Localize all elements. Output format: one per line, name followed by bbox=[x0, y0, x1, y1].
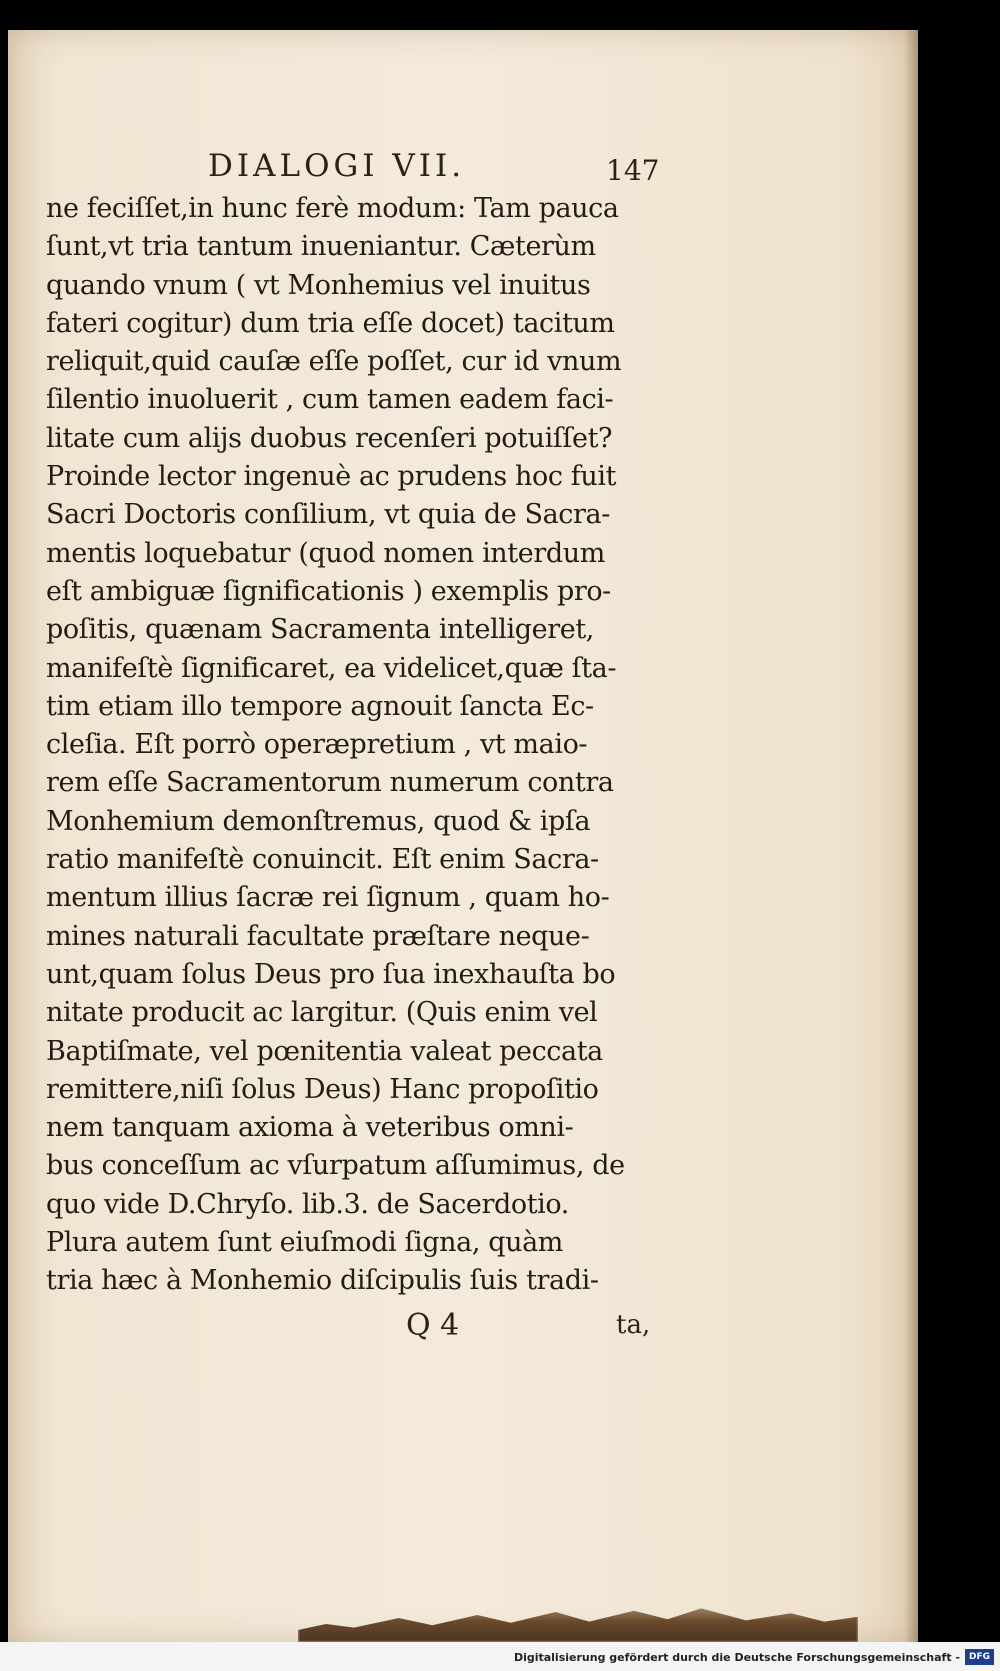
footer-bar bbox=[0, 1642, 1000, 1671]
catchword: ta, bbox=[616, 1310, 651, 1340]
text-line: ſilentio inuoluerit , cum tamen eadem faci- bbox=[46, 384, 614, 416]
text-line: Sacri Doctoris conſilium, vt quia de Sacra- bbox=[46, 499, 610, 531]
text-line: remittere,niſi ſolus Deus) Hanc propoſitio bbox=[46, 1073, 599, 1105]
text-line: quo vide D.Chryſo. lib.3. de Sacerdotio. bbox=[46, 1188, 569, 1220]
text-line: poſitis, quænam Sacramenta intelligeret, bbox=[46, 614, 594, 646]
text-line: mentum illius ſacræ rei ſignum , quam ho- bbox=[46, 882, 610, 914]
text-line: mentis loquebatur (quod nomen interdum bbox=[46, 537, 605, 569]
text-line: rem eſſe Sacramentorum numerum contra bbox=[46, 767, 614, 799]
text-line: ratio manifeſtè conuincit. Eſt enim Sacra- bbox=[46, 844, 599, 876]
body-text bbox=[46, 190, 660, 1301]
text-line: ne feciſſet,in hunc ferè modum: Tam pauca bbox=[46, 193, 619, 224]
text-line: tria hæc à Monhemio diſcipulis ſuis tradi- bbox=[46, 1265, 599, 1297]
running-header: DIALOGI VII. bbox=[208, 148, 466, 184]
text-line: Monhemium demonſtremus, quod & ipſa bbox=[46, 805, 591, 837]
text-line: bus conceſſum ac vſurpatum aſſumimus, de bbox=[46, 1150, 625, 1182]
funding-credit: Digitalisierung gefördert durch die Deutsche Forschungsgemeinschaft - bbox=[513, 1651, 960, 1664]
text-line: cleſia. Eſt porrò operæpretium , vt maio- bbox=[46, 729, 588, 761]
book-page bbox=[8, 30, 918, 1642]
text-line: quando vnum ( vt Monhemius vel inuitus bbox=[46, 269, 591, 301]
text-line: litate cum alijs duobus recenſeri potuiſſet? bbox=[46, 422, 613, 454]
page-edge-shadow bbox=[904, 30, 918, 1642]
text-line: mines naturali facultate præſtare neque- bbox=[46, 920, 590, 952]
text-line: Plura autem ſunt eiuſmodi ſigna, quàm bbox=[46, 1227, 563, 1259]
text-line: nem tanquam axioma à veteribus omni- bbox=[46, 1112, 574, 1144]
text-line: eſt ambiguæ ſignificationis ) exemplis pro- bbox=[46, 575, 611, 607]
page-edge-damage bbox=[298, 1582, 858, 1642]
page-number: 147 bbox=[606, 154, 660, 187]
text-line: fateri cogitur) dum tria eſſe docet) tacitum bbox=[46, 307, 615, 339]
text-line: Baptiſmate, vel pœnitentia valeat peccata bbox=[46, 1035, 603, 1067]
dfg-logo: DFG bbox=[965, 1649, 994, 1665]
signature-mark: Q 4 bbox=[406, 1308, 460, 1343]
text-line: reliquit,quid cauſæ eſſe poſſet, cur id vnum bbox=[46, 346, 622, 378]
text-line: ſunt,vt tria tantum inueniantur. Cæterùm bbox=[46, 231, 596, 263]
text-line: manifeſtè ſignificaret, ea videlicet,quæ ſta- bbox=[46, 652, 617, 684]
text-line: Proinde lector ingenuè ac prudens hoc fuit bbox=[46, 461, 617, 493]
text-line: tim etiam illo tempore agnouit ſancta Ec- bbox=[46, 690, 594, 722]
text-line: nitate producit ac largitur. (Quis enim vel bbox=[46, 997, 598, 1029]
text-line: unt,quam ſolus Deus pro ſua inexhauſta bo bbox=[46, 958, 616, 990]
